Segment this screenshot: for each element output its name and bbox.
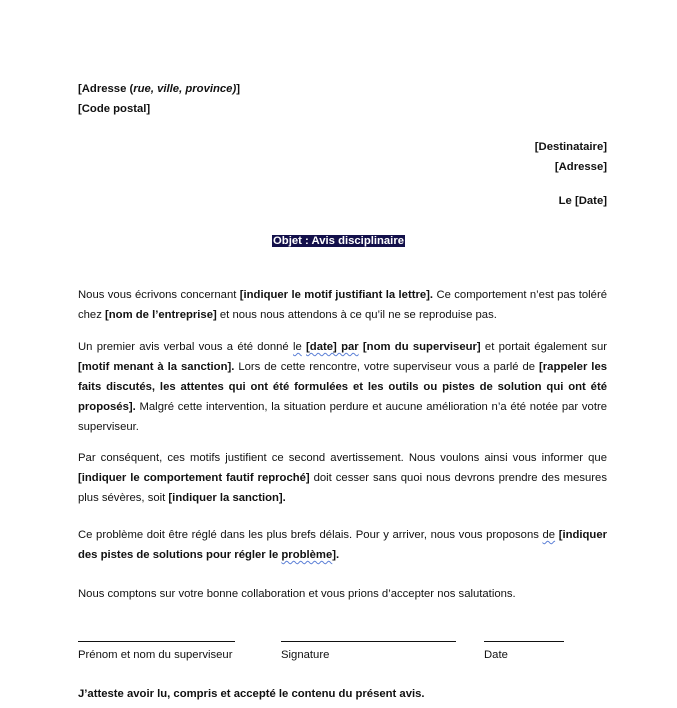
label-supervisor-name: Prénom et nom du superviseur — [78, 649, 233, 661]
sender-block — [78, 79, 240, 119]
signature-line-supervisor — [78, 641, 235, 642]
date-line: Le [Date] — [558, 195, 607, 207]
spellcheck-mark[interactable]: de — [542, 529, 556, 541]
spellcheck-mark[interactable]: [date] par — [306, 341, 359, 353]
sender-postal-code: [Code postal] — [78, 103, 151, 115]
attestation-statement: J’atteste avoir lu, compris et accepté le contenu du présent avis. — [78, 688, 425, 700]
subject-line — [0, 235, 677, 247]
recipient-block — [535, 137, 607, 177]
label-signature: Signature — [281, 649, 330, 661]
label-date: Date — [484, 649, 508, 661]
signature-line-signature — [281, 641, 456, 642]
spellcheck-mark[interactable]: le — [292, 341, 302, 353]
recipient-name: [Destinataire] — [534, 141, 607, 153]
spellcheck-mark[interactable]: problème — [281, 549, 333, 561]
paragraph-5: Nous comptons sur votre bonne collaboration et vous prions d’accepter nos salutations. — [78, 588, 516, 600]
subject-highlight: Objet : Avis disciplinaire — [273, 235, 404, 247]
paragraph-1: Nous vous écrivons concernant [indiquer le motif justifiant la lettre]. Ce comportement n’est pas toléré chez [nom de l’entreprise] et nous nous attendons à ce qu’il ne se reproduise pas. — [78, 289, 607, 321]
recipient-address: [Adresse] — [554, 161, 607, 173]
paragraph-3: Par conséquent, ces motifs justifient ce second avertissement. Nous voulons ainsi vous informer que [indiquer le comportement fautif reproché] doit cesser sans quoi nous devrons prendre des mesures plus sévères, soit [indiquer la sanction]. — [78, 452, 607, 504]
paragraph-4: Ce problème doit être réglé dans les plus brefs délais. Pour y arriver, nous vous proposons de [indiquer des pistes de solutions pour régler le problème]. — [78, 529, 608, 561]
sender-address: [Adresse (rue, ville, province)] — [78, 83, 240, 95]
signature-line-date — [484, 641, 564, 642]
paragraph-2: Un premier avis verbal vous a été donné le [date] par [nom du superviseur] et portait également sur [motif menant à la sanction]. Lors de cette rencontre, votre superviseur vous a parlé de [rappeler les faits discutés, les attentes qui ont été formulées et les outils ou pistes de solution qui ont été proposés]. Malgré cette intervention, la situation perdure et aucune amélioration n’a été notée par votre superviseur. — [78, 341, 608, 433]
